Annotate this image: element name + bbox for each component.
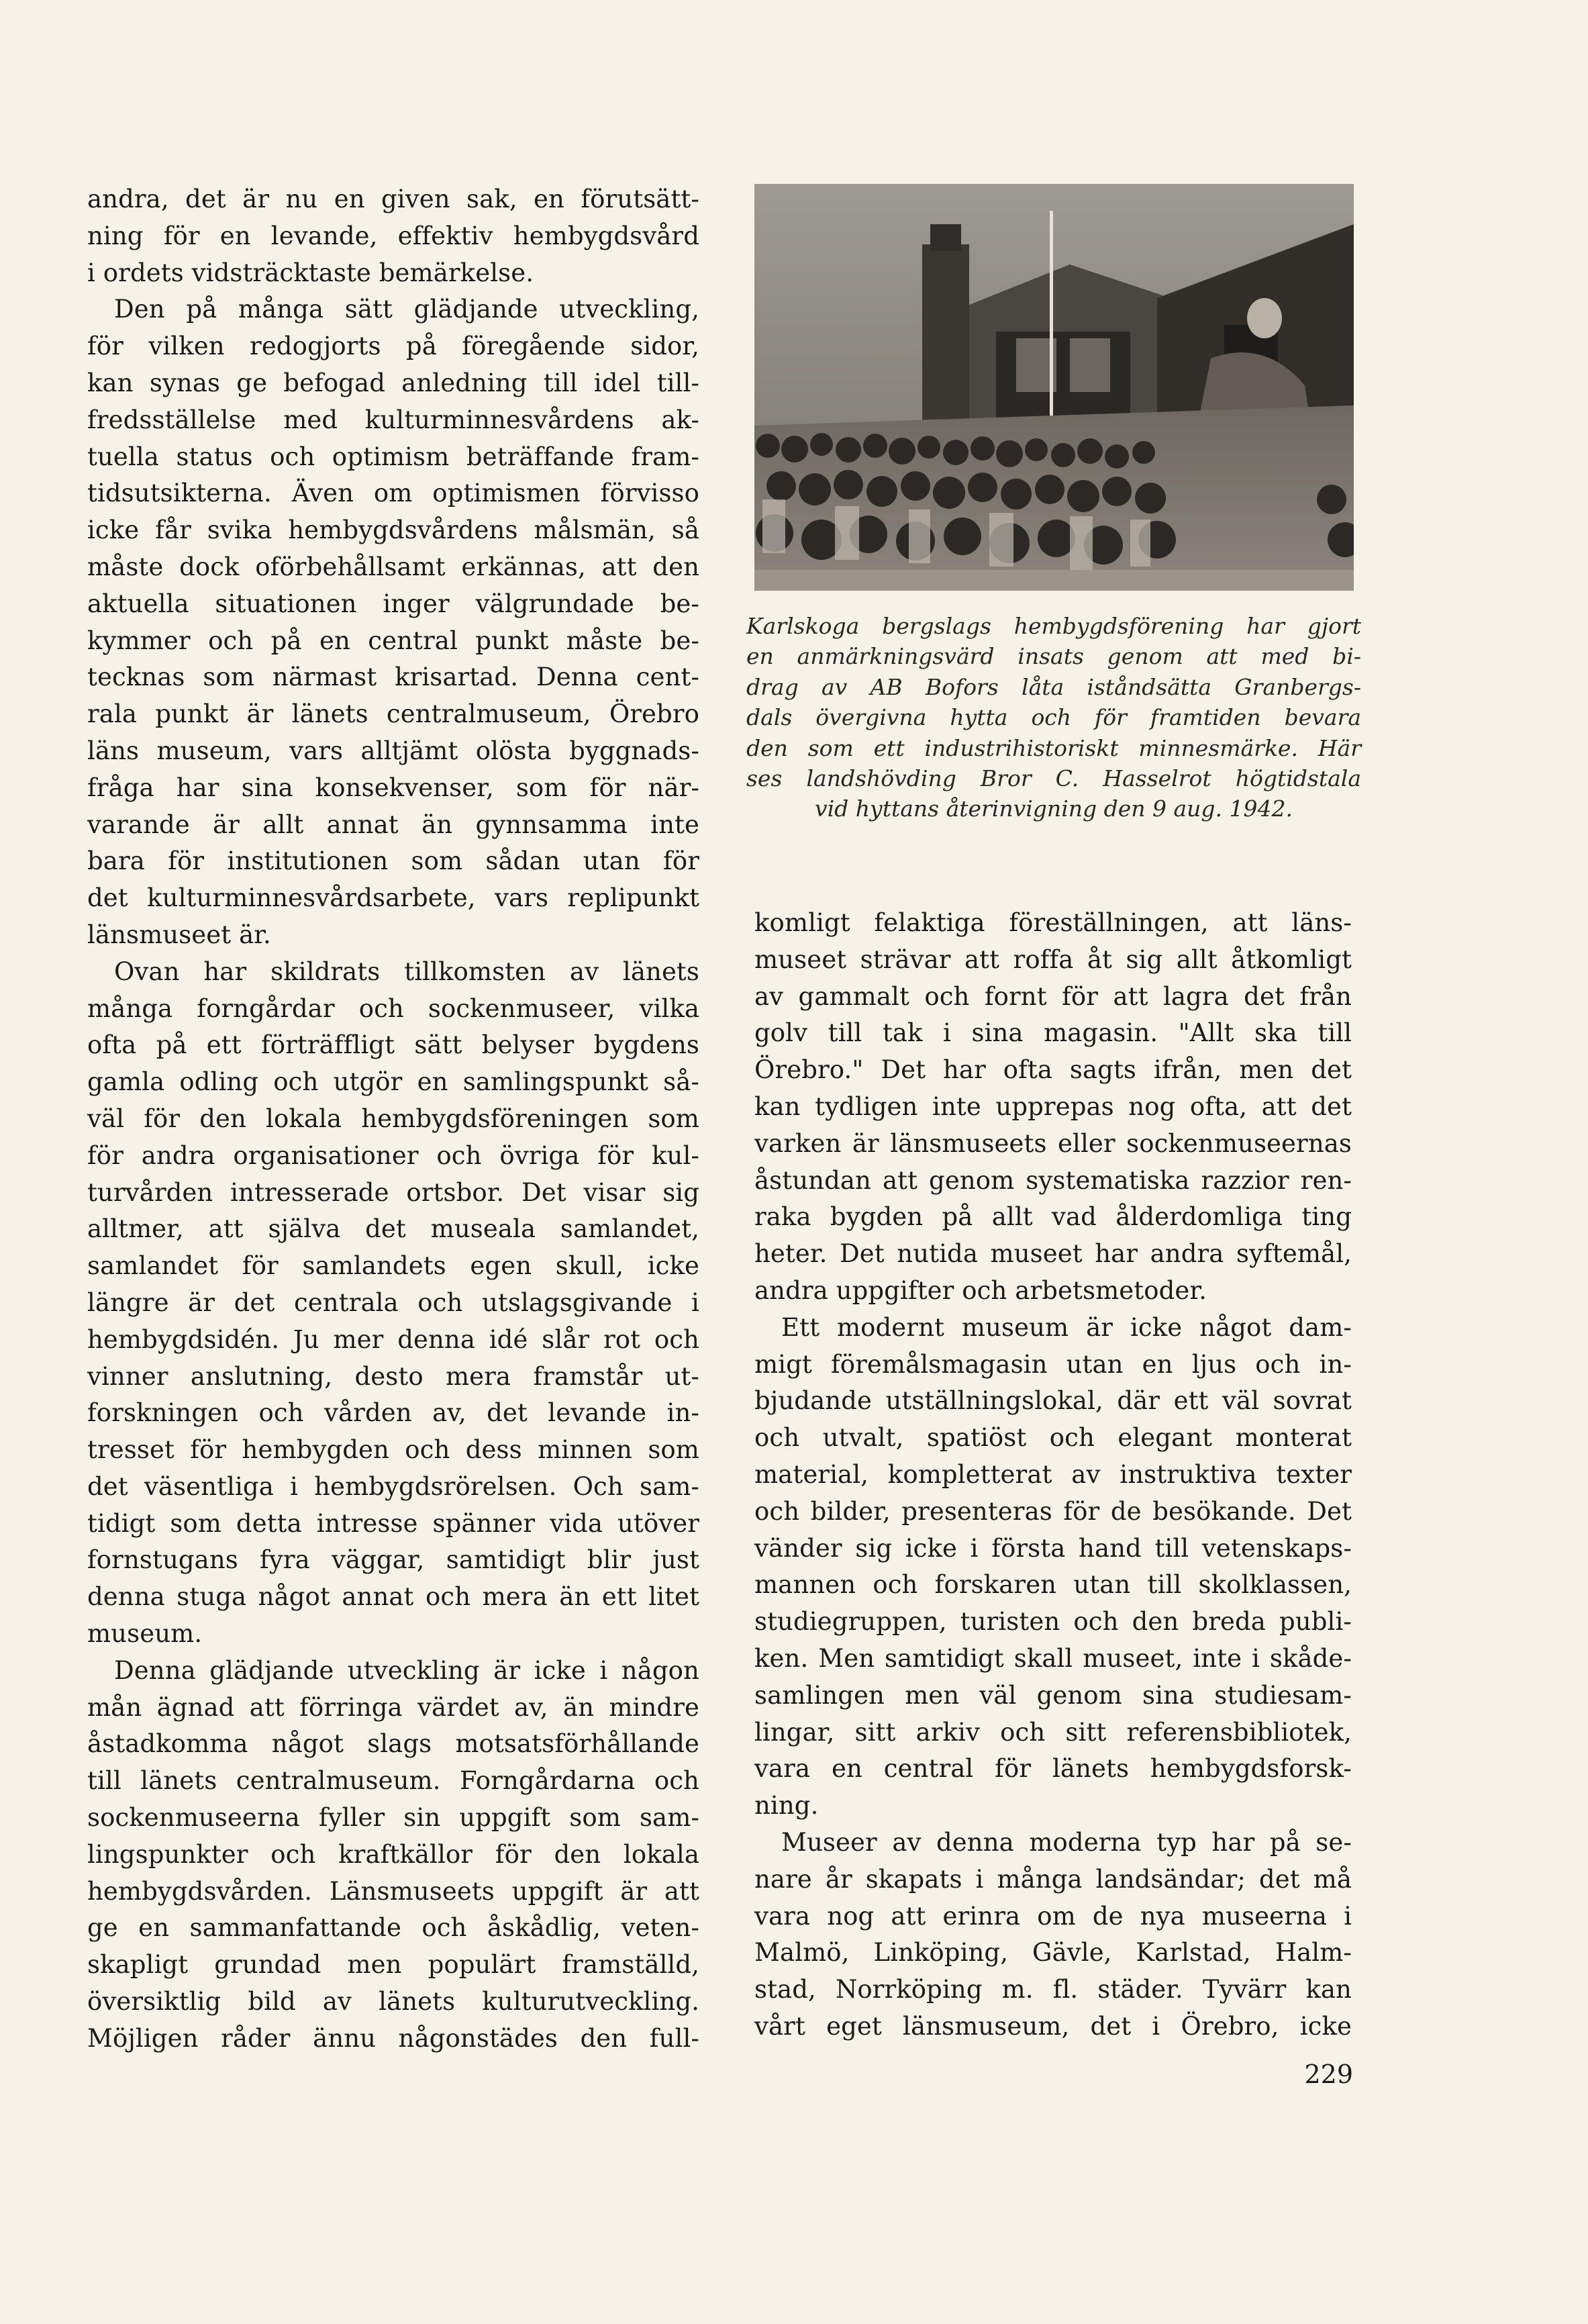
text-line: heter. Det nutida museet har andra syftemål, bbox=[754, 1239, 1352, 1269]
text-line: tecknas som närmast krisartad. Denna cent- bbox=[87, 663, 699, 692]
text-line: bara för institutionen som sådan utan för bbox=[87, 846, 699, 876]
caption-line: dals övergivna hytta och för framtiden bevara bbox=[746, 704, 1361, 731]
text-line: kan synas ge befogad anledning till idel till- bbox=[87, 368, 699, 397]
text-line: tresset för hembygden och dess minnen som bbox=[87, 1435, 699, 1465]
ceremony-photo bbox=[754, 184, 1354, 591]
text-line: åstadkomma något slags motsatsförhållande bbox=[87, 1729, 699, 1759]
text-line: komligt felaktiga föreställningen, att läns- bbox=[754, 908, 1352, 937]
text-line: gamla odling och utgör en samlingspunkt så- bbox=[87, 1067, 699, 1097]
page-number: 229 bbox=[1304, 2060, 1353, 2089]
caption-line: den som ett industrihistoriskt minnesmärke. Här bbox=[746, 734, 1361, 761]
text-line: stad, Norrköping m. fl. städer. Tyvärr kan bbox=[754, 1975, 1352, 2004]
text-line: studiegruppen, turisten och den breda publi- bbox=[754, 1607, 1352, 1637]
text-line: tidigt som detta intresse spänner vida utöver bbox=[87, 1508, 699, 1538]
text-line: Ovan har skildrats tillkomsten av länets bbox=[114, 957, 699, 986]
text-line: samlingen men väl genom sina studiesam- bbox=[754, 1680, 1352, 1710]
text-line: Ett modernt museum är icke något dam- bbox=[781, 1312, 1352, 1342]
text-line: museum. bbox=[87, 1619, 203, 1649]
text-line: material, kompletterat av instruktiva texter bbox=[754, 1459, 1352, 1489]
text-line: längre är det centrala och utslagsgivande i bbox=[87, 1288, 699, 1317]
text-line: kan tydligen inte upprepas nog ofta, att det bbox=[754, 1092, 1352, 1121]
text-line: vara nog att erinra om de nya museerna i bbox=[754, 1901, 1352, 1931]
text-line: ning för en levande, effektiv hembygdsvård bbox=[87, 221, 699, 250]
text-line: museet strävar att roffa åt sig allt åtkomligt bbox=[754, 945, 1352, 974]
text-line: andra, det är nu en given sak, en förutsätt- bbox=[87, 185, 699, 213]
text-line: lingspunkter och kraftkällor för den lokala bbox=[87, 1839, 699, 1869]
text-line: det kulturminnesvårdsarbete, vars replipunkt bbox=[87, 883, 699, 913]
text-line: hembygdsidén. Ju mer denna idé slår rot och bbox=[87, 1324, 699, 1354]
text-line: sockenmuseerna fyller sin uppgift som sam- bbox=[87, 1803, 699, 1833]
text-line: Örebro." Det har ofta sagts ifrån, men det bbox=[754, 1055, 1352, 1085]
text-line: och bilder, presenteras för de besökande. Det bbox=[754, 1496, 1352, 1526]
text-line: ofta på ett förträffligt sätt belyser bygdens bbox=[87, 1030, 699, 1060]
text-line: vinner anslutning, desto mera framstår ut- bbox=[87, 1361, 699, 1391]
caption-line: Karlskoga bergslags hembygdsförening har gjort bbox=[746, 613, 1361, 639]
text-line: golv till tak i sina magasin. "Allt ska till bbox=[754, 1018, 1352, 1048]
caption-line: ses landshövding Bror C. Hasselrot högtidstala bbox=[746, 765, 1361, 792]
text-line: för andra organisationer och övriga för kul- bbox=[87, 1141, 699, 1170]
text-line: nare år skapats i många landsändar; det må bbox=[754, 1864, 1352, 1894]
text-line: länsmuseet är. bbox=[87, 920, 271, 949]
text-line: fornstugans fyra väggar, samtidigt blir just bbox=[87, 1545, 699, 1575]
text-line: väl för den lokala hembygdsföreningen som bbox=[87, 1104, 699, 1133]
photo-illustration bbox=[754, 184, 1354, 591]
text-line: vara en central för länets hembygdsforsk- bbox=[754, 1754, 1352, 1784]
text-line: icke får svika hembygdsvårdens målsmän, så bbox=[87, 516, 699, 545]
text-line: mannen och forskaren utan till skolklassen, bbox=[754, 1570, 1352, 1600]
text-line: lingar, sitt arkiv och sitt referensbibliotek, bbox=[754, 1717, 1352, 1747]
text-line: av gammalt och fornt för att lagra det från bbox=[754, 981, 1352, 1011]
text-line: åstundan att genom systematiska razzior ren- bbox=[754, 1165, 1352, 1195]
text-line: Malmö, Linköping, Gävle, Karlstad, Halm- bbox=[754, 1938, 1352, 1968]
text-line: samlandet för samlandets egen skull, icke bbox=[87, 1251, 699, 1281]
text-line: fredsställelse med kulturminnesvårdens ak- bbox=[87, 405, 699, 434]
caption-line: vid hyttans återinvigning den 9 aug. 1942. bbox=[814, 795, 1293, 822]
text-line: vänder sig icke i första hand till vetenskaps- bbox=[754, 1533, 1352, 1563]
text-line: vårt eget länsmuseum, det i Örebro, icke bbox=[754, 2011, 1352, 2041]
text-line: raka bygden på allt vad ålderdomliga ting bbox=[754, 1202, 1352, 1232]
text-line: Den på många sätt glädjande utveckling, bbox=[114, 295, 699, 324]
text-line: fråga har sina konsekvenser, som för när- bbox=[87, 773, 699, 802]
text-line: kymmer och på en central punkt måste be- bbox=[87, 626, 699, 655]
text-line: måste dock oförbehållsamt erkännas, att den bbox=[87, 552, 699, 581]
text-line: skapligt grundad men populärt framställd, bbox=[87, 1950, 699, 1980]
photo-caption bbox=[746, 611, 1361, 824]
text-line: ge en sammanfattande och åskådlig, veten- bbox=[87, 1913, 699, 1943]
text-line: ning. bbox=[754, 1791, 819, 1821]
text-line: tuella status och optimism beträffande fram- bbox=[87, 442, 699, 471]
text-line: många forngårdar och sockenmuseer, vilka bbox=[87, 994, 699, 1023]
text-line: migt föremålsmagasin utan en ljus och in- bbox=[754, 1349, 1352, 1379]
text-line: hembygdsvården. Länsmuseets uppgift är att bbox=[87, 1876, 699, 1906]
caption-line: drag av AB Bofors låta iståndsätta Granbergs- bbox=[746, 673, 1361, 700]
text-line: turvården intresserade ortsbor. Det visar sig bbox=[87, 1177, 699, 1207]
text-line: Museer av denna moderna typ har på se- bbox=[781, 1827, 1352, 1857]
text-line: tidsutsikterna. Även om optimismen förvisso bbox=[87, 479, 699, 508]
text-line: denna stuga något annat och mera än ett litet bbox=[87, 1582, 699, 1612]
text-line: alltmer, att själva det museala samlandet, bbox=[87, 1214, 699, 1244]
text-line: forskningen och vården av, det levande in- bbox=[87, 1398, 699, 1428]
caption-line: en anmärkningsvärd insats genom att med bi- bbox=[746, 643, 1361, 670]
text-line: aktuella situationen inger välgrundade be- bbox=[87, 589, 699, 618]
text-line: varken är länsmuseets eller sockenmuseernas bbox=[754, 1128, 1352, 1158]
text-line: rala punkt är länets centralmuseum, Örebro bbox=[87, 699, 699, 729]
text-line: Denna glädjande utveckling är icke i någon bbox=[114, 1655, 699, 1685]
text-line: och utvalt, spatiöst och elegant monterat bbox=[754, 1423, 1352, 1453]
text-line: ken. Men samtidigt skall museet, inte i skåde- bbox=[754, 1643, 1352, 1673]
right-text-column bbox=[754, 905, 1352, 2045]
text-line: översiktlig bild av länets kulturutveckling. bbox=[87, 1987, 699, 2017]
text-line: andra uppgifter och arbetsmetoder. bbox=[754, 1275, 1207, 1305]
text-line: det väsentliga i hembygdsrörelsen. Och sam- bbox=[87, 1471, 699, 1501]
text-line: mån ägnad att förringa värdet av, än mindre bbox=[87, 1692, 699, 1722]
text-line: i ordets vidsträcktaste bemärkelse. bbox=[87, 258, 534, 287]
text-line: varande är allt annat än gynnsamma inte bbox=[87, 810, 699, 839]
text-line: för vilken redogjorts på föregående sidor, bbox=[87, 332, 699, 361]
text-line: bjudande utställningslokal, där ett väl sovrat bbox=[754, 1386, 1352, 1416]
text-line: till länets centralmuseum. Forngårdarna och bbox=[87, 1766, 699, 1796]
text-line: Möjligen råder ännu någonstädes den full- bbox=[87, 2023, 699, 2053]
left-text-column bbox=[87, 181, 699, 2057]
text-line: läns museum, vars alltjämt olösta byggnads- bbox=[87, 736, 699, 765]
